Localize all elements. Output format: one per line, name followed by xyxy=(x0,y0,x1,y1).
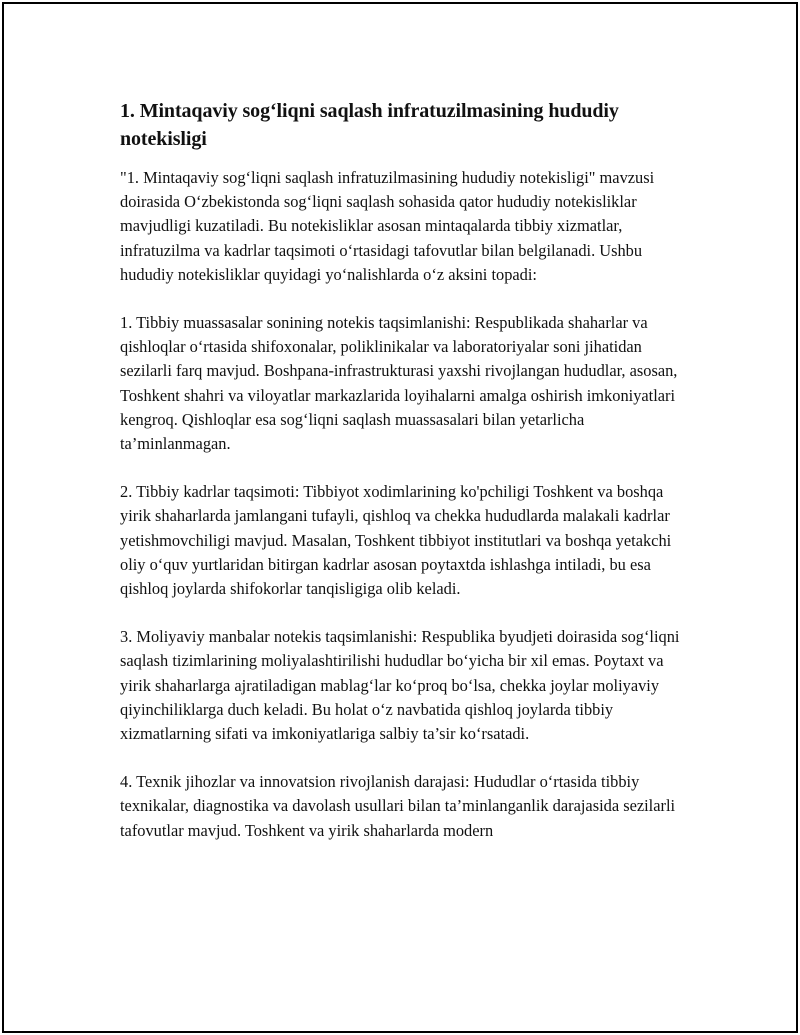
paragraph-intro: "1. Mintaqaviy sog‘liqni saqlash infratuzilmasining hududiy notekisligi" mavzusi doirasida O‘zbekistonda sog‘liqni saqlash sohasida qator hududiy notekisliklar mavjudligi kuzatiladi. Bu notekisliklar asosan mintaqalarda tibbiy xizmatlar, infratuzilma va kadrlar taqsimoti o‘rtasidagi tafovutlar bilan belgilanadi. Ushbu hududiy notekisliklar quyidagi yo‘nalishlarda o‘z aksini topadi: xyxy=(120,168,655,284)
paragraph-medical-facilities: 1. Tibbiy muassasalar sonining notekis taqsimlanishi: Respublikada shaharlar va qishloqlar o‘rtasida shifoxonalar, poliklinikalar va laboratoriyalar soni jihatidan sezilarli farq mavjud. Boshpana-infrastrukturasi yaxshi rivojlangan hududlar, asosan, Toshkent shahri va viloyatlar markazlarida loyihalarni amalga oshirish imkoniyatlari kengroq. Qishloqlar esa sog‘liqni saqlash muassasalari bilan yetarlicha ta’minlanmagan. xyxy=(120,313,678,454)
document-title: 1. Mintaqaviy sog‘liqni saqlash infratuzilmasining hududiy notekisligi xyxy=(120,100,619,150)
document-content xyxy=(120,97,690,867)
paragraph-medical-staff: 2. Tibbiy kadrlar taqsimoti: Tibbiyot xodimlarining ko'pchiligi Toshkent va boshqa yirik shaharlarda jamlangani tufayli, qishloq va chekka hududlarda malakali kadrlar yetishmovchiligi mavjud. Masalan, Toshkent tibbiyot institutlari va boshqa yetakchi oliy o‘quv yurtlaridan bitirgan kadrlar asosan poytaxtda ishlashga intiladi, bu esa qishloq joylarda shifokorlar tanqisligiga olib keladi. xyxy=(120,482,672,599)
paragraph-financial-resources: 3. Moliyaviy manbalar notekis taqsimlanishi: Respublika byudjeti doirasida sog‘liqni saqlash tizimlarining moliyalashtirilishi hududlar bo‘yicha bir xil emas. Poytaxt va yirik shaharlarga ajratiladigan mablag‘lar ko‘proq bo‘lsa, chekka joylar moliyaviy qiyinchiliklarga duch keladi. Bu holat o‘z navbatida qishloq joylarda tibbiy xizmatlarning sifati va imkoniyatlariga salbiy ta’sir ko‘rsatadi. xyxy=(120,627,680,744)
paragraph-technical-equipment: 4. Texnik jihozlar va innovatsion rivojlanish darajasi: Hududlar o‘rtasida tibbiy texnikalar, diagnostika va davolash usullari bilan ta’minlanganlik darajasida sezilarli tafovutlar mavjud. Toshkent va yirik shaharlarda modern xyxy=(120,772,676,840)
document-page xyxy=(2,2,798,1033)
